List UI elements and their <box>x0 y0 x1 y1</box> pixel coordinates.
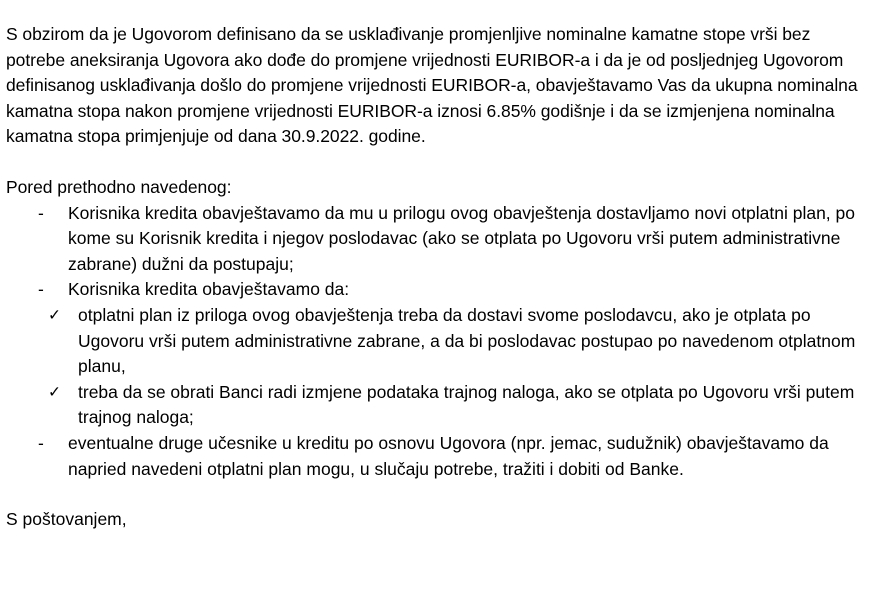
check-bullet-icon: ✓ <box>48 306 61 324</box>
intro-paragraph: S obzirom da je Ugovorom definisano da se usklađivanje promjenljive nominalne kamatne stope vrši bez potrebe aneksiranja Ugovora ako dođe do promjene vrijednosti EURIBOR-a i da je od posljednjeg Ugovorom definisanog usklađivanja došlo do promjene vrijednosti EURIBOR-a, obavještavamo Vas da ukupna nominalna kamatna stopa nakon promjene vrijednosti EURIBOR-a iznosi 6.85% godišnje i da se izmjenjena nominalna kamatna stopa primjenjuje od dana 30.9.2022. godine. <box>6 24 858 147</box>
dash-bullet-icon: - <box>38 432 44 453</box>
list-item <box>6 303 858 380</box>
lead-in-paragraph: Pored prethodno navedenog: <box>6 176 232 197</box>
nested-check-list-wrapper <box>6 303 858 431</box>
closing-paragraph: S poštovanjem, <box>6 509 127 530</box>
dash-bullet-icon: - <box>38 202 44 223</box>
list-item-text: otplatni plan iz priloga ovog obavještenja treba da dostavi svome poslodavcu, ako je otplata po Ugovoru vrši putem administrativne zabrane, a da bi poslodavac postupao po navedenom otplatnom planu, <box>78 304 856 377</box>
check-bullet-list <box>6 303 858 431</box>
list-item-text: Korisnika kredita obavještavamo da mu u prilogu ovog obavještenja dostavljamo novi otplatni plan, po kome su Korisnik kredita i njegov poslodavac (ako se otplata po Ugovoru vrši putem administrativne zabrane) dužni da postupaju; <box>68 202 855 274</box>
list-item <box>6 201 858 278</box>
list-item <box>6 431 858 482</box>
check-bullet-icon: ✓ <box>48 383 61 401</box>
list-item <box>6 277 858 303</box>
list-item-text: treba da se obrati Banci radi izmjene podataka trajnog naloga, ako se otplata po Ugovoru vrši putem trajnog naloga; <box>78 381 855 428</box>
list-item-text: Korisnika kredita obavještavamo da: <box>68 279 350 300</box>
dash-bullet-list <box>6 201 858 483</box>
list-item <box>6 380 858 431</box>
list-item-text: eventualne druge učesnike u kreditu po osnovu Ugovora (npr. jemac, sudužnik) obavještavamo da napried navedeni otplatni plan mogu, u slučaju potrebe, tražiti i dobiti od Banke. <box>68 432 829 479</box>
dash-bullet-icon: - <box>38 279 44 300</box>
